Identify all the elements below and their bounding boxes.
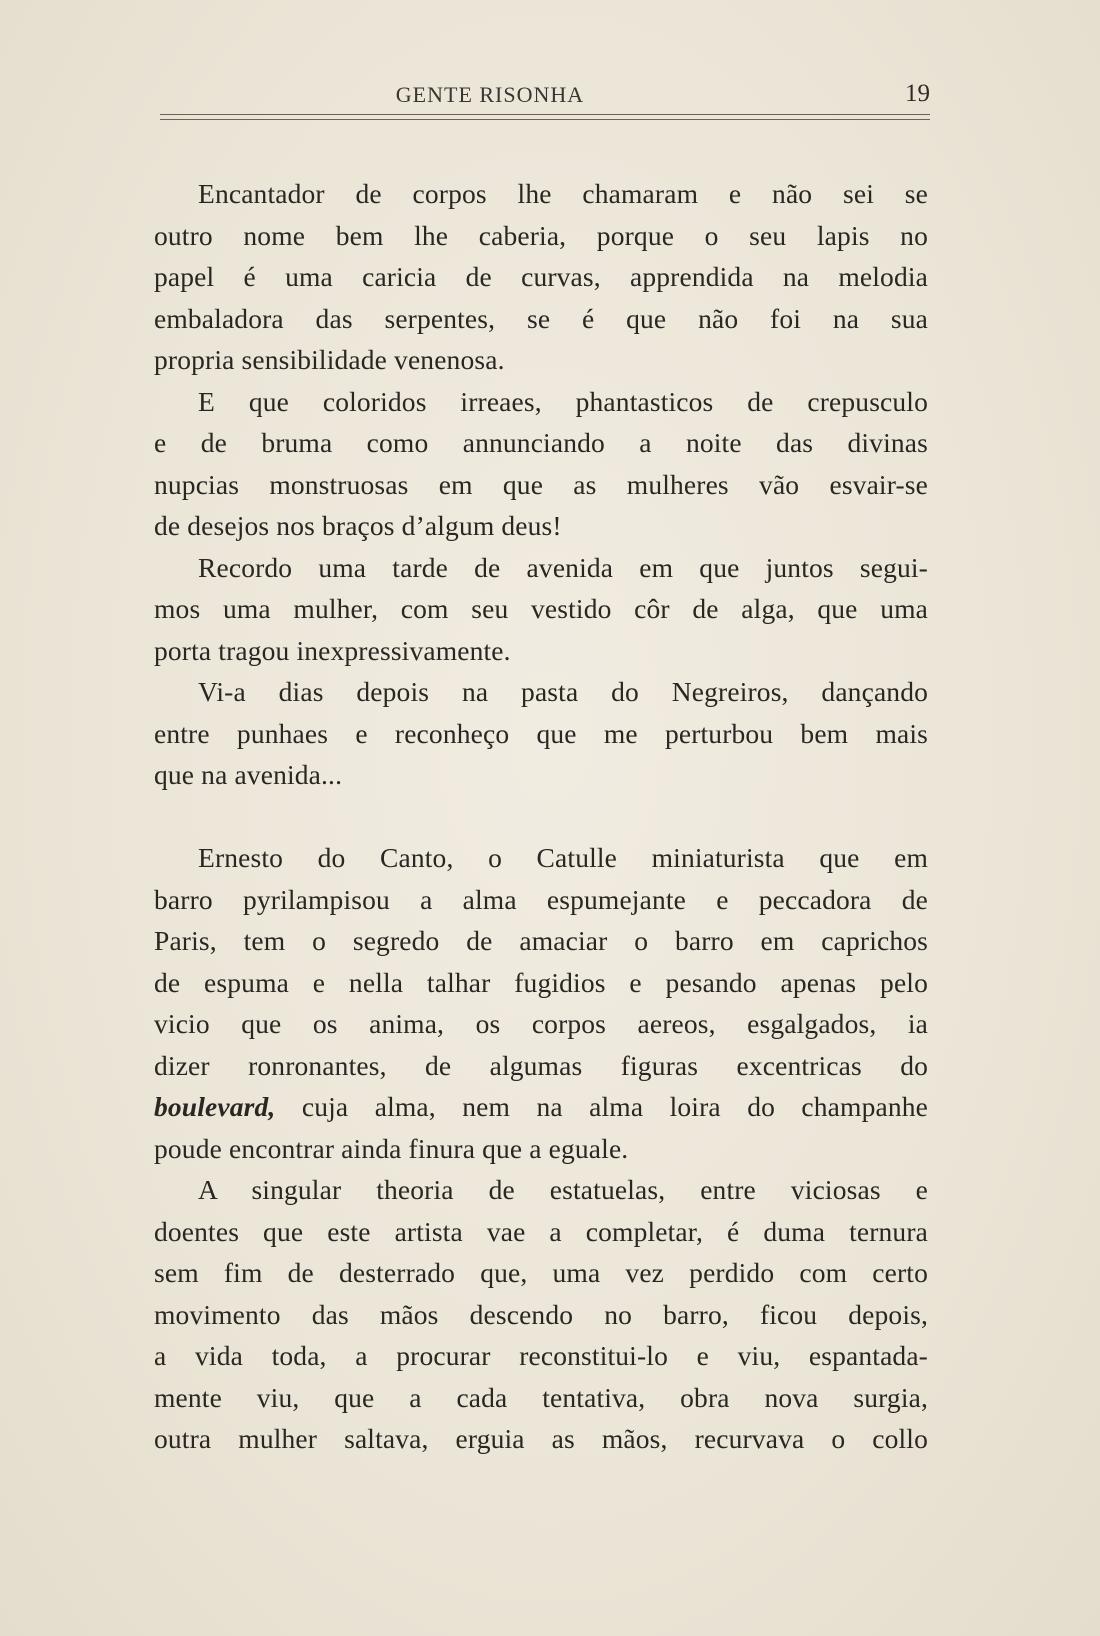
text-line-rest: cuja alma, nem na alma loira do champanhe — [275, 1091, 928, 1122]
text-line: Ernesto do Canto, o Catulle miniaturista que em — [198, 842, 928, 873]
text-line: de espuma e nella talhar fugidios e pesando apenas pelo — [154, 966, 928, 998]
text-line: a vida toda, a procurar reconstitui-lo e viu, espantada- — [154, 1340, 928, 1371]
text-line: E que coloridos irreaes, phantasticos de crepusculo — [198, 385, 928, 417]
header-rule-top — [160, 114, 930, 115]
text-line: Encantador de corpos lhe chamaram e não sei se — [198, 178, 928, 209]
text-line: vicio que os anima, os corpos aereos, esgalgados, ia — [154, 1008, 928, 1039]
text-line: e de bruma como annunciando a noite das divinas — [154, 427, 928, 458]
italic-word: boulevard, — [154, 1091, 276, 1122]
header-rule-bottom — [160, 119, 930, 120]
text-line: outro nome bem lhe caberia, porque o seu lapis no — [154, 219, 928, 251]
text-line — [154, 1086, 928, 1128]
text-line: nupcias monstruosas em que as mulheres vão esvair-se — [154, 468, 928, 500]
text-line: A singular theoria de estatuelas, entre viciosas e — [198, 1174, 928, 1205]
page-number: 19 — [905, 80, 930, 107]
text-line: Vi-a dias depois na pasta do Negreiros, dançando — [198, 676, 928, 707]
text-line: barro pyrilampisou a alma espumejante e peccadora de — [154, 883, 928, 915]
text-line: Paris, tem o segredo de amaciar o barro em caprichos — [154, 925, 928, 956]
text-line: papel é uma caricia de curvas, apprendida na melodia — [154, 261, 928, 292]
text-line: mos uma mulher, com seu vestido côr de alga, que uma — [154, 593, 928, 624]
body-text — [154, 173, 928, 1460]
text-line: que na avenida... — [154, 759, 343, 790]
text-line: de desejos nos braços d’algum deus! — [154, 510, 562, 541]
text-line: embaladora das serpentes, se é que não foi na sua — [154, 302, 928, 334]
text-line: movimento das mãos descendo no barro, ficou depois, — [154, 1298, 928, 1330]
text-line: doentes que este artista vae a completar, é duma ternura — [154, 1215, 928, 1247]
text-line: entre punhaes e reconheço que me perturbou bem mais — [154, 717, 928, 749]
text-line: poude encontrar ainda finura que a eguale. — [154, 1132, 629, 1164]
text-line: porta tragou inexpressivamente. — [154, 634, 511, 666]
running-head — [160, 80, 930, 110]
text-line: sem fim de desterrado que, uma vez perdido com certo — [154, 1257, 928, 1288]
text-line: mente viu, que a cada tentativa, obra nova surgia, — [154, 1381, 928, 1413]
running-title: GENTE RISONHA — [395, 82, 585, 107]
text-line: outra mulher saltava, erguia as mãos, recurvava o collo — [154, 1423, 928, 1454]
section-break — [154, 796, 928, 838]
text-line: propria sensibilidade venenosa. — [154, 344, 505, 375]
text-line: Recordo uma tarde de avenida em que juntos segui- — [198, 551, 928, 583]
text-line: dizer ronronantes, de algumas figuras excentricas do — [154, 1049, 928, 1081]
